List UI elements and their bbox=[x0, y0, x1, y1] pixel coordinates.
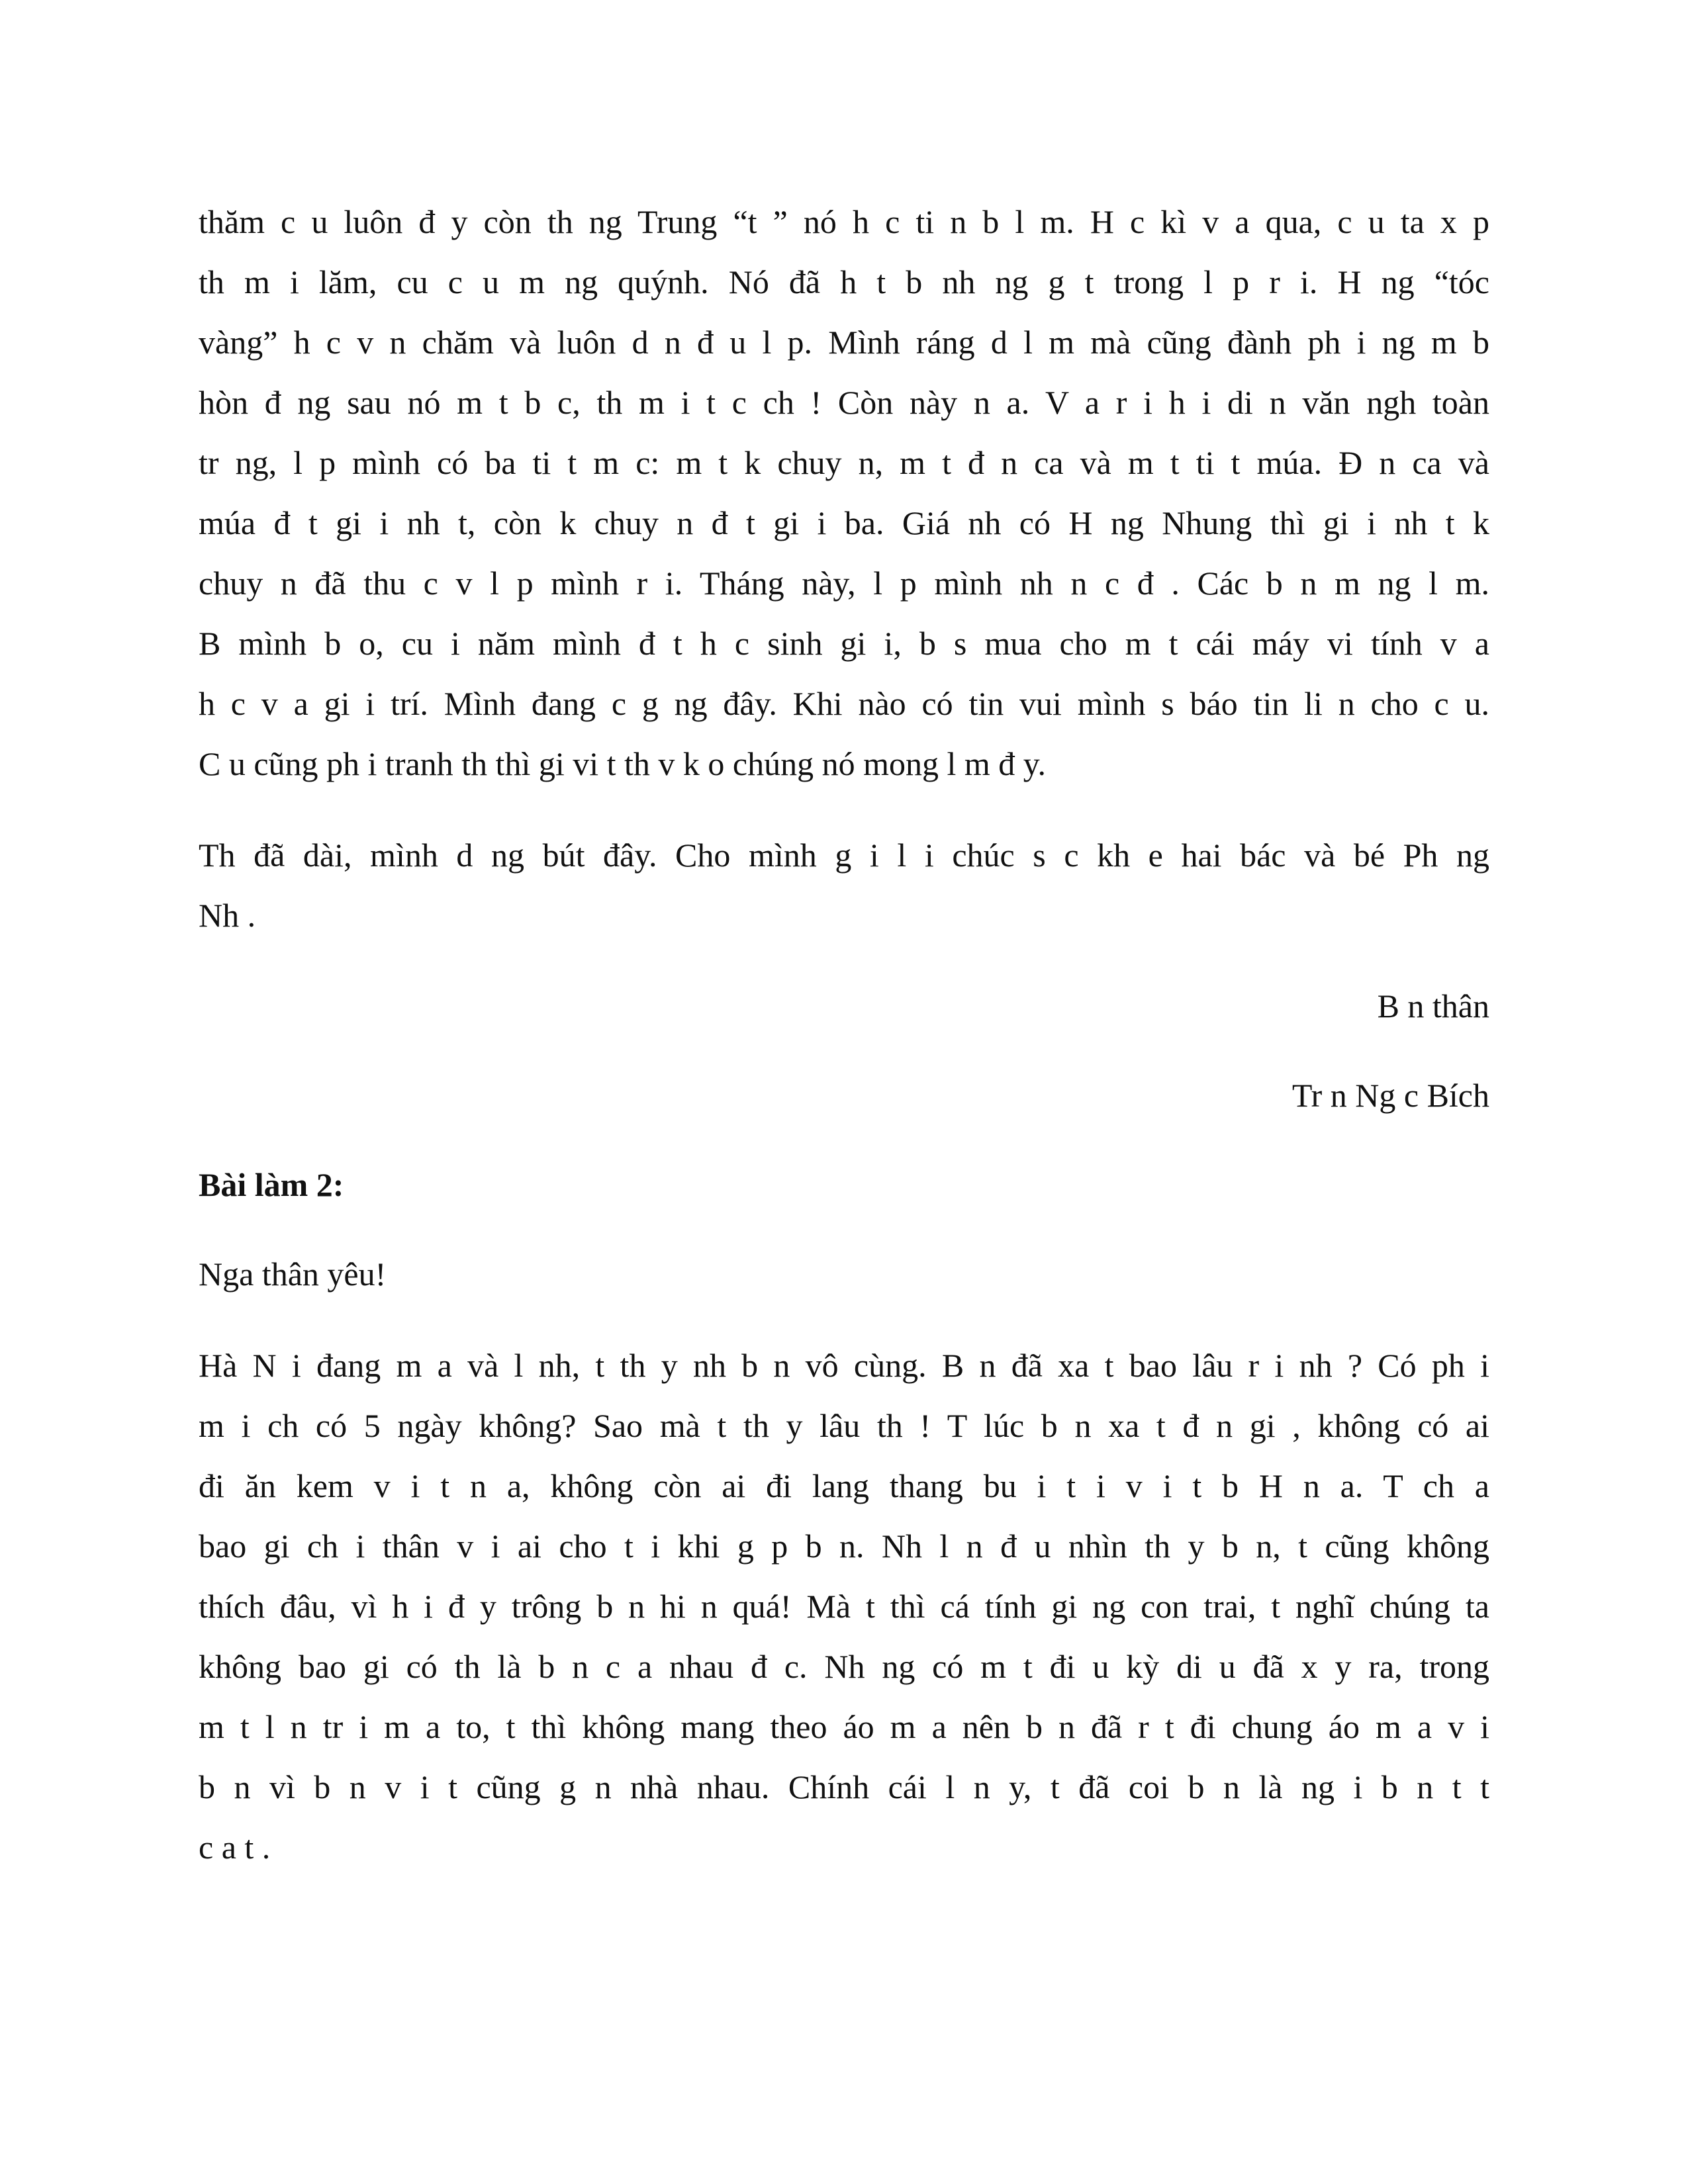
text-line: hòn đ ng sau nó m t b c, th m i t c ch ! Còn này n a. V a r i h i di n văn ngh toàn bbox=[199, 384, 1489, 421]
text-line: th m i lăm, cu c u m ng quýnh. Nó đã h t b nh ng g t trong l p r i. H ng “tóc bbox=[199, 263, 1489, 300]
text-line: m t l n tr i m a to, t thì không mang theo áo m a nên b n đã r t đi chung áo m a v i bbox=[199, 1708, 1489, 1745]
letter-signoff: B n thân bbox=[1377, 987, 1489, 1024]
text-line: Hà N i đang m a và l nh, t th y nh b n vô cùng. B n đã xa t bao lâu r i nh ? Có ph i bbox=[199, 1347, 1489, 1384]
text-line: chuy n đã thu c v l p mình r i. Tháng này, l p mình nh n c đ . Các b n m ng l m. bbox=[199, 565, 1489, 602]
text-line: c a t . bbox=[199, 1829, 271, 1866]
text-line: thăm c u luôn đ y còn th ng Trung “t ” nó h c ti n b l m. H c kì v a qua, c u ta x p bbox=[199, 203, 1489, 240]
text-line: múa đ t gi i nh t, còn k chuy n đ t gi i ba. Giá nh có H ng Nhung thì gi i nh t k bbox=[199, 504, 1489, 541]
text-line: đi ăn kem v i t n a, không còn ai đi lang thang bu i t i v i t b H n a. T ch a bbox=[199, 1467, 1489, 1504]
text-line: không bao gi có th là b n c a nhau đ c. Nh ng có m t đi u kỳ di u đã x y ra, trong bbox=[199, 1648, 1489, 1685]
text-line: tr ng, l p mình có ba ti t m c: m t k chuy n, m t đ n ca và m t ti t múa. Đ n ca và bbox=[199, 444, 1489, 481]
text-line: h c v a gi i trí. Mình đang c g ng đây. Khi nào có tin vui mình s báo tin li n cho c u. bbox=[199, 685, 1489, 722]
text-line: C u cũng ph i tranh th thì gi vi t th v k o chúng nó mong l m đ y. bbox=[199, 745, 1047, 782]
text-line: Th đã dài, mình d ng bút đây. Cho mình g i l i chúc s c kh e hai bác và bé Ph ng bbox=[199, 837, 1489, 874]
text-line: b n vì b n v i t cũng g n nhà nhau. Chính cái l n y, t đã coi b n là ng i b n t t bbox=[199, 1768, 1489, 1805]
text-line: bao gi ch i thân v i ai cho t i khi g p b n. Nh l n đ u nhìn th y b n, t cũng không bbox=[199, 1527, 1489, 1565]
text-line: vàng” h c v n chăm và luôn d n đ u l p. Mình ráng d l m mà cũng đành ph i ng m b bbox=[199, 324, 1489, 361]
text-line: B mình b o, cu i năm mình đ t h c sinh gi i, b s mua cho m t cái máy vi tính v a bbox=[199, 625, 1489, 662]
text-line: Nh . bbox=[199, 897, 256, 934]
text-line: m i ch có 5 ngày không? Sao mà t th y lâu th ! T lúc b n xa t đ n gi , không có ai bbox=[199, 1407, 1489, 1444]
section-heading: Bài làm 2: bbox=[199, 1166, 344, 1203]
letter-signature: Tr n Ng c Bích bbox=[1291, 1077, 1489, 1114]
text-line: thích đâu, vì h i đ y trông b n hi n quá! Mà t thì cá tính gi ng con trai, t nghĩ chúng ta bbox=[199, 1588, 1489, 1625]
letter-greeting: Nga thân yêu! bbox=[199, 1255, 387, 1293]
